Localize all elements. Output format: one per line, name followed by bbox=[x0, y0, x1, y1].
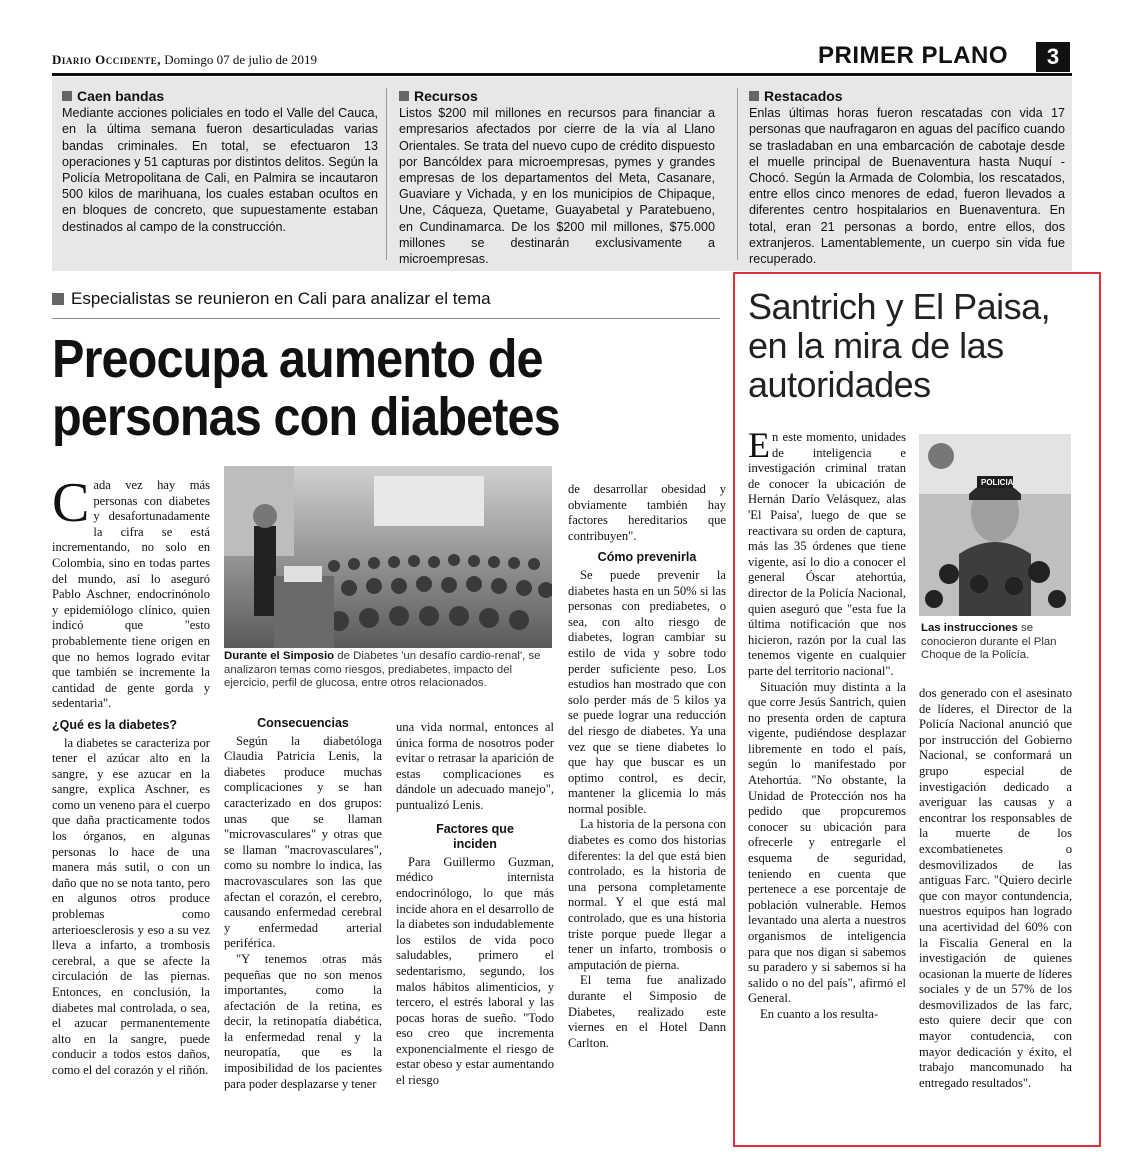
square-bullet-icon bbox=[62, 91, 72, 101]
article-column-2 bbox=[224, 716, 382, 1092]
police-badge-text: POLICIA bbox=[981, 478, 1014, 487]
square-bullet-icon bbox=[749, 91, 759, 101]
article-column-1 bbox=[52, 472, 210, 1079]
side-column-1 bbox=[748, 425, 906, 1023]
subhead-factores: Factores que inciden bbox=[436, 821, 514, 852]
symposium-photo bbox=[224, 466, 552, 648]
side-column-2 bbox=[919, 686, 1072, 1091]
side-lead: n este momento, unidades de inteligencia e investigación criminal tratan de conocer la ubicación de Hernán Darío Velásquez, alas 'El Paisa', luego de que se reactivara su orden de captura, más las 35 órdenes que tiene vigente, así lo dio a conocer el general Óscar atehortúa, director de la Policía Nacional, quien aseguró que "esta fue la última notificación que nos hicieron, razón por la cual las tenemos vigente en cualquier parte del territorio nacional". bbox=[748, 430, 906, 678]
brief-caen-bandas bbox=[62, 88, 378, 235]
subhead-consecuencias: Consecuencias bbox=[257, 716, 349, 730]
subhead-que-es: ¿Qué es la diabetes? bbox=[52, 717, 178, 732]
side-headline: Santrich y El Paisa, en la mira de las autoridades bbox=[748, 286, 1051, 405]
drop-cap: E bbox=[748, 425, 770, 465]
paragraph: la diabetes se caracteriza por tener el azúcar alto en la sangre, y ese azucar en la sangre, explica Aschner, es como un veneno para el cuerpo que daña practicamente todos los órganos, en algunas personas lo hace de una manera más sutil, o con un daño que no se nota tanto, pero en algunos otros produce problemas como arterioesclerosis y eso a su vez lleva a infarto, a trombosis cerebral, a que se afecte la circulación de las piernas. Entonces, en conclusión, la diabetes mal controlada, o sea, el azucar permanentemente alto en la sangre, puede conducir a todos estos daños, como el del corazón y el riñón. bbox=[52, 735, 210, 1077]
paragraph: una vida normal, entonces al única forma de nosotros poder evitar o retrasar la aparición de estas complicaciones es dándole un adecuado manejo", puntualizó Lenis. bbox=[396, 720, 554, 812]
brief-text: Mediante acciones policiales en todo el Valle del Cauca, en la última semana fueron desarticuladas varias bandas criminales. En total, se efectuaron 13 operaciones y 51 capturas por distintos delitos. Según la Policía Metropolitana de Cali, en Palmira se incautaron 500 kilos de marihuana, los cuales estaban ocultos en en bloques de concreto, que supuestamente estaban destinados al campo de la construcción. bbox=[62, 106, 378, 234]
paragraph: dos generado con el asesinato de líderes, el Director de la Policía Nacional anunció que por instrucción del Gobierno Nacional, se conformará un grupo especial de investigación dedicado a averiguar las causas y a encontrar los responsables de la muerte de los excombatienetes o desmovilizados de las antiguas Farc. "Quiero decirle que con mayor contundencia, nuestros equipos han logrado una acertividad del 60% con la Fiscalia General en la investigación de quienes ocasionan la muerte de líderes sociales y de un 57% de los desmovilizados de las farc, esto quiere decir que con mayor contudencia, con mayor dedicación y éxito, el trabajo mancomunado ha entregado resultados". bbox=[919, 686, 1072, 1090]
section-title: PRIMER PLANO bbox=[818, 42, 1009, 69]
paper-name: Diario Occidente, bbox=[52, 52, 162, 67]
square-bullet-icon bbox=[52, 293, 64, 305]
masthead bbox=[52, 52, 317, 68]
police-general-image bbox=[919, 434, 1071, 616]
side-photo-caption: Las instrucciones se conocieron durante el Plan Choque de la Policía. bbox=[921, 622, 1057, 661]
brief-title: Recursos bbox=[414, 88, 478, 104]
paragraph: de desarrollar obesidad y obviamente también hay factores hereditarios que contribuyen". bbox=[568, 482, 726, 543]
brief-divider bbox=[737, 88, 738, 260]
paragraph: La historia de la persona con diabetes es como dos historias diferentes: la del que está bien controlado, es la historia de una persona completamente normal. Y el que está mal controlado, que es una historia triste porque puede llegar a tener un infarto, trombosis o amputación de pierna. bbox=[568, 817, 726, 972]
paragraph: Se puede prevenir la diabetes hasta en un 50% si las personas con prediabetes, o sea, con alto riesgo de diabetes, logran cambiar su estilo de vida y sobre todo perder suficiente peso. Los estudios han mostrado que con solo perder más de 5 kilos ya se puede lograr una reducción del riesgo de diabetes. Ya una vez que se tiene diabetes lo que hay que buscar es un optimo control, es decir, mantener la glicemia lo más normal posible. bbox=[568, 567, 726, 816]
police-general-photo bbox=[919, 434, 1071, 616]
paragraph: "Y tenemos otras más pequeñas que no son menos importantes, como la afectación de la retina, es decir, la retinopatía diabética, la enfermedad renal y la neuropatía, que es la imposibilidad de los pacientes para poder desplazarse y tener bbox=[224, 951, 382, 1091]
subhead-como-prevenirla: Cómo prevenirla bbox=[597, 550, 697, 565]
article-column-4 bbox=[568, 482, 726, 1051]
brief-rescatados bbox=[749, 88, 1065, 267]
paragraph: Según la diabetóloga Claudia Patricia Lenis, la diabetes produce muchas complicaciones y se han caracterizado en dos grupos: unas que se llaman "microvasculares" y otras que se llaman "macrovasculares", como su nombre lo indica, las macrovasculares son las que afectan el corazón, el cerebro, causando enfermedad cerebral y enfermedad arterial periférica. bbox=[224, 733, 382, 951]
photo-caption: Durante el Simposio de Diabetes 'un desafío cardio-renal', se analizaron temas como riesgos, prediabetes, impacto del ejercicio, perfil de glucosa, entre otros relacionados. bbox=[224, 650, 541, 689]
paragraph: Situación muy distinta a la que corre Jesús Santrich, quien no presenta orden de captura vigente, pudiéndose desplazar libremente en todo el país, según lo manifestado por Atehortúa. "No obstante, la Unidad de Protección nos ha pedido que propcuremos conocer su ubicación para ofrecerle y entregarle el esquema de seguridad, teniendo en cuenta que pertenece a ese porcentaje de población vulnerable. Hemos levantado una alerta a nuestros organismos de inteligencia para que nos digan si sabemos su paradero y si sabemos si ha salido o no del país", afirmó el General. bbox=[748, 679, 906, 1006]
article-lead: ada vez hay más personas con diabetes y desafortunadamente la cifra se está incrementando, no solo en Colombia, sino en todas partes del mundo, así lo aseguró Pablo Aschner, endocrinónolo y epidemiólogo clínico, quien indicó que "esto probablemente tiene origen en que no hemos logrado evitar que también se incremente la cantidad de gente gorda y sedentaria". bbox=[52, 478, 210, 711]
brief-text: Enlas últimas horas fueron rescatadas con vida 17 personas que naufragaron en aguas del pacífico cuando se trasladaban en una embarcación de cabotaje desde el muelle principal de Buenaventura hasta Nuquí - Chocó. Según la Armada de Colombia, los rescatados, entre ellos cinco menores de edad, fueron llevados a diferentes centro hospitalarios en Buenaventura. En total, eran 21 personas a bordo, entre ellos, dos extranjeros. Lamentablemente, un cuerpo sin vida fue recuperado. bbox=[749, 106, 1065, 267]
header-rule bbox=[52, 73, 1072, 76]
page-number: 3 bbox=[1036, 42, 1070, 72]
brief-text: Listos $200 mil millones en recursos para financiar a empresarios afectados por cierre de la vía al Llano Orientales. Se trata del nuevo cupo de crédito dispuesto por Bancóldex para microempresas, pymes y grandes empresas de los departamentos del Meta, Casanare, Guaviare y Vichada, y en los municipios de Chipaque, Une, Cáqueza, Quetame, Guayabetal y Paratebueno, en Cundinamarca. De los $200 mil millones, $75.000 millones se destinarán exclusivamente a microempresas. bbox=[399, 106, 715, 267]
brief-divider bbox=[386, 88, 387, 260]
paragraph: En cuanto a los resulta- bbox=[760, 1006, 879, 1021]
kicker-rule bbox=[52, 318, 720, 319]
article-headline: Preocupa aumento de personas con diabetes bbox=[52, 329, 560, 447]
issue-date: Domingo 07 de julio de 2019 bbox=[164, 52, 318, 67]
paragraph: El tema fue analizado durante el Simposio de Diabetes, realizado este viernes en el Hotel Dann Carlton. bbox=[568, 973, 726, 1050]
square-bullet-icon bbox=[399, 91, 409, 101]
brief-title: Caen bandas bbox=[77, 88, 165, 104]
drop-cap: C bbox=[52, 472, 90, 534]
brief-recursos bbox=[399, 88, 715, 267]
article-column-3 bbox=[396, 720, 554, 1089]
symposium-audience-image bbox=[224, 466, 552, 648]
article-kicker: Especialistas se reunieron en Cali para analizar el tema bbox=[52, 289, 491, 309]
brief-title: Restacados bbox=[764, 88, 843, 104]
paragraph: Para Guillermo Guzman, médico internista endocrinólogo, lo que más incide ahora en el desarrollo de la diabetes son indudablemente los estilos de vida poco saludables, primero el sedentarismo, segundo, los malos hábitos alimenticios, y tercero, el estrés laboral y las pocas horas de sueño. "Todo eso creo que incrementa exponencialmente el riesgo de estar obeso y estar aumentando el riesgo bbox=[396, 854, 554, 1088]
